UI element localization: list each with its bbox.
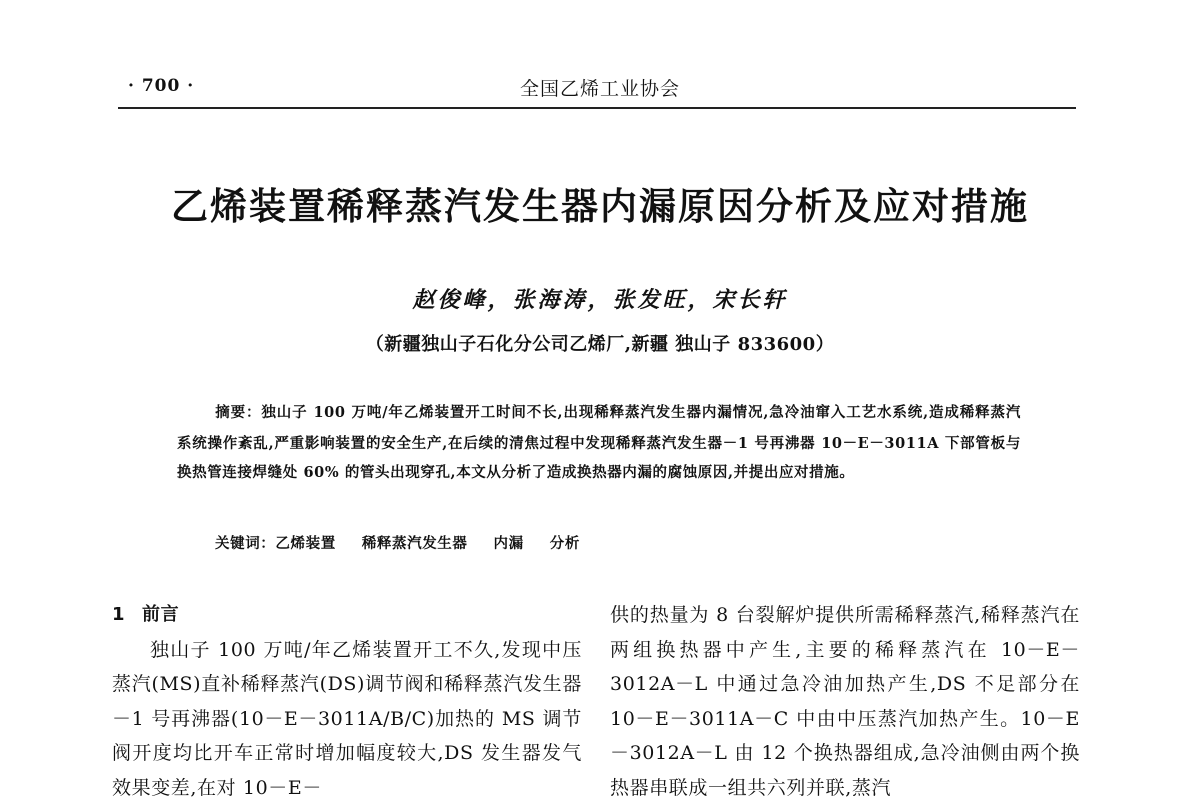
keywords-label: 关键词： (215, 536, 276, 552)
paper-title: 乙烯装置稀释蒸汽发生器内漏原因分析及应对措施 (171, 185, 1029, 228)
running-header-journal: 全国乙烯工业协会 (519, 78, 680, 100)
body-column-left (112, 598, 582, 805)
keyword-item: 分析 (549, 535, 580, 552)
page-number: · 700 · (128, 76, 195, 96)
abstract-text: 独山子 100 万吨/年乙烯装置开工时间不长,出现稀释蒸汽发生器内漏情况,急冷油窜入工艺水系统,造成稀释蒸汽系统操作紊乱,严重影响装置的安全生产,在后续的清焦过程中发现稀释蒸汽发生器－1 号再沸器 10－E－3011A 下部管板与换热管连接焊缝处 60% 的管头出现穿孔,本文从分析了造成换热器内漏的腐蚀原因,并提出应对措施。 (177, 404, 1021, 482)
section-title: 前言 (142, 604, 180, 625)
keyword-item: 乙烯装置 (275, 535, 336, 552)
keywords (215, 532, 606, 553)
abstract (177, 398, 1021, 488)
body-paragraph: 供的热量为 8 台裂解炉提供所需稀释蒸汽,稀释蒸汽在两组换热器中产生,主要的稀释蒸汽在 10－E－3012A－L 中通过急冷油加热产生,DS 不足部分在 10－E－3011A－C 中由中压蒸汽加热产生。10－E－3012A－L 由 12 个换热器组成,急冷油侧由两个换热器串联成一组共六列并联,蒸汽 (610, 604, 1080, 799)
author-list: 赵俊峰，张海涛，张发旺，宋长轩 (412, 287, 788, 313)
body-column-right (610, 598, 1080, 805)
keyword-item: 内漏 (493, 535, 524, 552)
body-paragraph: 独山子 100 万吨/年乙烯装置开工不久,发现中压蒸汽(MS)直补稀释蒸汽(DS)调节阀和稀释蒸汽发生器－1 号再沸器(10－E－3011A/B/C)加热的 MS 调节阀开度均比开车正常时增加幅度较大,DS 发生器发气效果变差,在对 10－E－ (112, 638, 582, 799)
abstract-label: 摘要： (215, 405, 262, 421)
author-affiliation: （新疆独山子石化分公司乙烯厂,新疆 独山子 833600） (365, 334, 835, 355)
keyword-item: 稀释蒸汽发生器 (361, 535, 468, 552)
header-rule (118, 107, 1076, 109)
section-number: 1 (112, 604, 126, 625)
section-heading (112, 598, 582, 633)
